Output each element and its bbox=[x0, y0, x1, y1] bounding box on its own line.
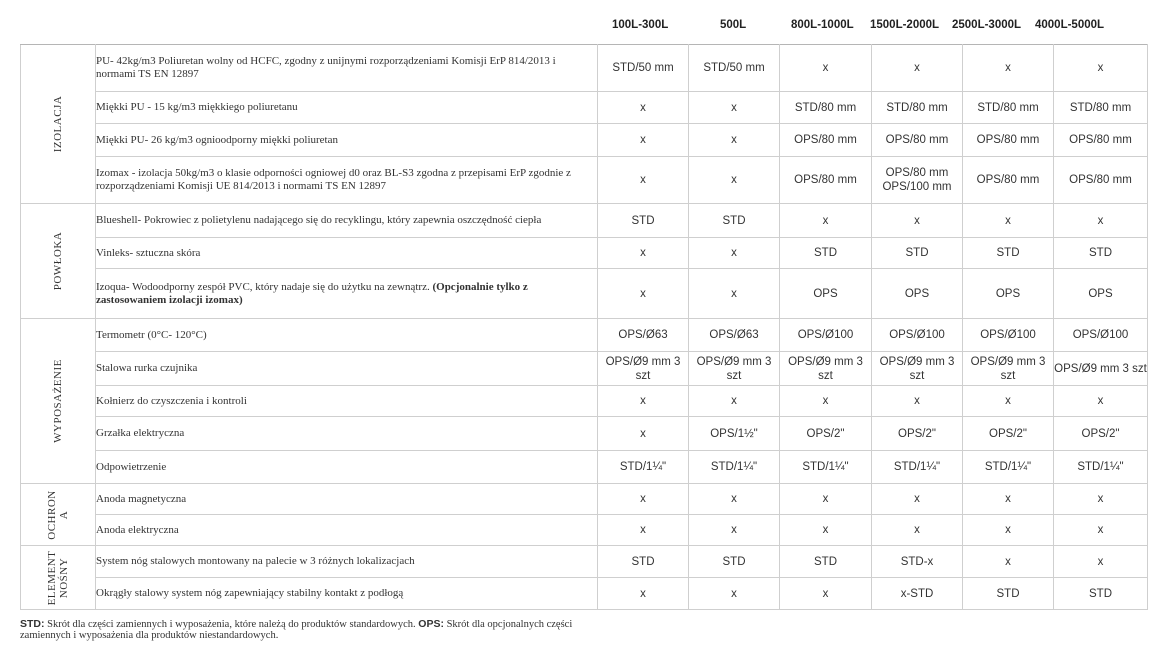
value-cell: x bbox=[1054, 204, 1148, 238]
column-header: 800L-1000L bbox=[791, 19, 854, 31]
value-cell: STD bbox=[780, 546, 872, 578]
std-abbreviation: STD: bbox=[20, 618, 45, 630]
value-cell: x bbox=[689, 124, 780, 157]
value-cell: STD bbox=[689, 546, 780, 578]
value-cell: x bbox=[598, 238, 689, 269]
feature-description bbox=[96, 204, 598, 238]
value-cell: x bbox=[689, 386, 780, 417]
value-cell: x bbox=[780, 204, 872, 238]
value-cell: x bbox=[689, 484, 780, 515]
feature-description bbox=[96, 238, 598, 269]
value-cell: x bbox=[963, 484, 1054, 515]
category-cell bbox=[21, 484, 96, 546]
table-row bbox=[21, 451, 1148, 484]
value-cell: OPS/80 mm bbox=[780, 157, 872, 204]
value-cell: x bbox=[1054, 386, 1148, 417]
value-cell: OPS bbox=[1054, 269, 1148, 319]
value-cell: STD/80 mm bbox=[963, 92, 1054, 124]
value-cell: x bbox=[780, 578, 872, 610]
value-cell: x bbox=[689, 238, 780, 269]
value-cell: STD/1¼" bbox=[689, 451, 780, 484]
feature-description bbox=[96, 157, 598, 204]
table-row bbox=[21, 352, 1148, 386]
value-cell: x bbox=[689, 515, 780, 546]
value-cell: OPS/Ø100 bbox=[780, 319, 872, 352]
value-cell: OPS/Ø9 mm 3 szt bbox=[872, 352, 963, 386]
column-header: 4000L-5000L bbox=[1035, 19, 1105, 31]
value-cell: x bbox=[689, 269, 780, 319]
value-cell: x bbox=[1054, 484, 1148, 515]
category-label: WYPOSAŻENIE bbox=[52, 359, 64, 443]
value-cell: x bbox=[872, 484, 963, 515]
value-cell: OPS/80 mm bbox=[780, 124, 872, 157]
spec-table bbox=[20, 44, 1148, 610]
feature-description bbox=[96, 319, 598, 352]
value-cell: OPS bbox=[780, 269, 872, 319]
value-cell: x bbox=[963, 386, 1054, 417]
value-cell: x bbox=[598, 484, 689, 515]
value-cell: STD bbox=[689, 204, 780, 238]
value-cell: OPS/Ø63 bbox=[689, 319, 780, 352]
value-cell: OPS/Ø100 bbox=[963, 319, 1054, 352]
value-cell: OPS/80 mm bbox=[872, 124, 963, 157]
value-cell: STD/80 mm bbox=[780, 92, 872, 124]
category-label: OCHRON A bbox=[46, 489, 70, 540]
value-cell: x bbox=[1054, 546, 1148, 578]
value-cell: x bbox=[1054, 515, 1148, 546]
value-cell: x bbox=[598, 269, 689, 319]
value-cell: x bbox=[872, 45, 963, 92]
feature-description bbox=[96, 515, 598, 546]
feature-text: Grzałka elektryczna bbox=[96, 427, 185, 439]
value-cell: OPS/2" bbox=[780, 417, 872, 451]
table-row bbox=[21, 578, 1148, 610]
value-cell: x bbox=[780, 515, 872, 546]
feature-description bbox=[96, 124, 598, 157]
value-cell: OPS/Ø100 bbox=[872, 319, 963, 352]
feature-description bbox=[96, 92, 598, 124]
feature-description bbox=[96, 546, 598, 578]
feature-text: Izomax - izolacja 50kg/m3 o klasie odporności ogniowej d0 oraz BL-S3 zgodna z przepisami ErP zgodnie z rozporządzeniami Komisji UE 814/2013 i normami TS EN 12897 bbox=[96, 167, 571, 192]
value-cell: STD/80 mm bbox=[872, 92, 963, 124]
value-cell: OPS/80 mm bbox=[1054, 157, 1148, 204]
value-cell: STD/1¼" bbox=[1054, 451, 1148, 484]
value-cell: STD/1¼" bbox=[780, 451, 872, 484]
feature-text: Stalowa rurka czujnika bbox=[96, 362, 198, 374]
value-cell: OPS/Ø9 mm 3 szt bbox=[1054, 352, 1148, 386]
value-cell: STD/1¼" bbox=[872, 451, 963, 484]
value-cell: OPS/Ø63 bbox=[598, 319, 689, 352]
value-cell: x bbox=[780, 45, 872, 92]
value-cell: OPS/Ø100 bbox=[1054, 319, 1148, 352]
feature-description bbox=[96, 45, 598, 92]
table-row bbox=[21, 484, 1148, 515]
column-header: 500L bbox=[720, 19, 747, 31]
feature-description bbox=[96, 386, 598, 417]
feature-note: (Opcjonalnie tylko z zastosowaniem izolacji izomax) bbox=[96, 280, 528, 306]
value-cell: OPS/2" bbox=[872, 417, 963, 451]
value-cell: x bbox=[872, 204, 963, 238]
table-row bbox=[21, 238, 1148, 269]
feature-text: Vinleks- sztuczna skóra bbox=[96, 246, 201, 259]
feature-text: Kołnierz do czyszczenia i kontroli bbox=[96, 394, 247, 407]
value-cell: OPS/Ø9 mm 3 szt bbox=[963, 352, 1054, 386]
value-cell: x bbox=[963, 515, 1054, 546]
value-cell: x-STD bbox=[872, 578, 963, 610]
feature-text: Okrągły stalowy system nóg zapewniający stabilny kontakt z podłogą bbox=[96, 587, 404, 599]
value-cell: x bbox=[598, 157, 689, 204]
footnote bbox=[20, 619, 600, 641]
value-cell: STD/50 mm bbox=[689, 45, 780, 92]
value-cell: x bbox=[963, 546, 1054, 578]
feature-description bbox=[96, 451, 598, 484]
value-cell: x bbox=[598, 124, 689, 157]
feature-description bbox=[96, 417, 598, 451]
table-row bbox=[21, 546, 1148, 578]
category-label: POWŁOKA bbox=[52, 231, 64, 291]
value-cell: x bbox=[780, 484, 872, 515]
feature-text: Izoqua- Wodoodporny zespół PVC, który nadaje się do użytku na zewnątrz. bbox=[96, 280, 430, 293]
value-cell: x bbox=[598, 386, 689, 417]
value-cell: x bbox=[689, 92, 780, 124]
table-row bbox=[21, 319, 1148, 352]
value-cell: x bbox=[872, 515, 963, 546]
feature-description bbox=[96, 578, 598, 610]
value-cell: STD bbox=[963, 238, 1054, 269]
category-label: ELEMENT NOŚNY bbox=[46, 550, 70, 605]
table-row bbox=[21, 92, 1148, 124]
table-row bbox=[21, 269, 1148, 319]
value-cell: OPS bbox=[963, 269, 1054, 319]
value-cell: x bbox=[598, 417, 689, 451]
value-cell: x bbox=[963, 45, 1054, 92]
value-cell: OPS/1½" bbox=[689, 417, 780, 451]
value-cell: STD bbox=[598, 204, 689, 238]
value-cell: x bbox=[872, 386, 963, 417]
ops-definition: Skrót dla opcjonalnych części zamiennych i wyposażenia dla produktów niestandardowych. bbox=[20, 619, 573, 641]
value-cell: OPS/80 mm bbox=[1054, 124, 1148, 157]
feature-text: Termometr (0°C- 120°C) bbox=[96, 328, 207, 341]
category-cell bbox=[21, 319, 96, 484]
table-row bbox=[21, 417, 1148, 451]
value-cell: x bbox=[689, 157, 780, 204]
value-cell: x bbox=[689, 578, 780, 610]
value-cell: x bbox=[598, 92, 689, 124]
value-cell: OPS/80 mm bbox=[963, 124, 1054, 157]
value-cell: x bbox=[963, 204, 1054, 238]
value-cell: STD/1¼" bbox=[598, 451, 689, 484]
value-cell: x bbox=[780, 386, 872, 417]
feature-text: Odpowietrzenie bbox=[96, 460, 167, 473]
feature-description bbox=[96, 484, 598, 515]
value-cell: STD/1¼" bbox=[963, 451, 1054, 484]
table-row bbox=[21, 157, 1148, 204]
value-cell: OPS bbox=[872, 269, 963, 319]
value-cell: OPS/2" bbox=[1054, 417, 1148, 451]
column-header: 1500L-2000L bbox=[870, 19, 940, 31]
feature-text: Miękki PU - 15 kg/m3 miękkiego poliuretanu bbox=[96, 101, 298, 113]
category-label: IZOLACJA bbox=[52, 95, 64, 153]
value-cell: STD bbox=[872, 238, 963, 269]
value-cell: STD bbox=[1054, 238, 1148, 269]
feature-text: Anoda magnetyczna bbox=[96, 492, 187, 505]
value-cell: STD bbox=[780, 238, 872, 269]
value-cell: OPS/Ø9 mm 3 szt bbox=[689, 352, 780, 386]
value-cell: STD bbox=[963, 578, 1054, 610]
value-cell: OPS/80 mm bbox=[963, 157, 1054, 204]
table-row bbox=[21, 386, 1148, 417]
column-header: 100L-300L bbox=[612, 19, 669, 31]
value-cell: STD/50 mm bbox=[598, 45, 689, 92]
value-cell: STD/80 mm bbox=[1054, 92, 1148, 124]
std-definition: Skrót dla części zamiennych i wyposażenia, które należą do produktów standardowych. bbox=[44, 619, 419, 630]
table-row bbox=[21, 124, 1148, 157]
value-cell: x bbox=[1054, 45, 1148, 92]
value-cell: x bbox=[598, 515, 689, 546]
feature-description bbox=[96, 269, 598, 319]
value-cell: OPS/80 mm OPS/100 mm bbox=[872, 157, 963, 204]
value-cell: OPS/2" bbox=[963, 417, 1054, 451]
feature-description bbox=[96, 352, 598, 386]
value-cell: STD bbox=[598, 546, 689, 578]
ops-abbreviation: OPS: bbox=[418, 618, 444, 630]
value-cell: OPS/Ø9 mm 3 szt bbox=[780, 352, 872, 386]
table-row bbox=[21, 515, 1148, 546]
category-cell bbox=[21, 546, 96, 610]
table-row bbox=[21, 45, 1148, 92]
feature-text: System nóg stalowych montowany na palecie w 3 różnych lokalizacjach bbox=[96, 555, 415, 567]
feature-text: Anoda elektryczna bbox=[96, 523, 179, 536]
value-cell: STD bbox=[1054, 578, 1148, 610]
table-row bbox=[21, 204, 1148, 238]
category-cell bbox=[21, 45, 96, 204]
value-cell: STD-x bbox=[872, 546, 963, 578]
value-cell: OPS/Ø9 mm 3 szt bbox=[598, 352, 689, 386]
value-cell: x bbox=[598, 578, 689, 610]
feature-text: Miękki PU- 26 kg/m3 ognioodporny miękki poliuretan bbox=[96, 133, 338, 146]
category-cell bbox=[21, 204, 96, 319]
feature-text: PU- 42kg/m3 Poliuretan wolny od HCFC, zgodny z unijnymi rozporządzeniami Komisji ErP 814/2013 i normami TS EN 12897 bbox=[96, 55, 556, 80]
column-header: 2500L-3000L bbox=[952, 19, 1022, 31]
feature-text: Blueshell- Pokrowiec z polietylenu nadającego się do recyklingu, który zapewnia oszczędność ciepła bbox=[96, 214, 542, 226]
